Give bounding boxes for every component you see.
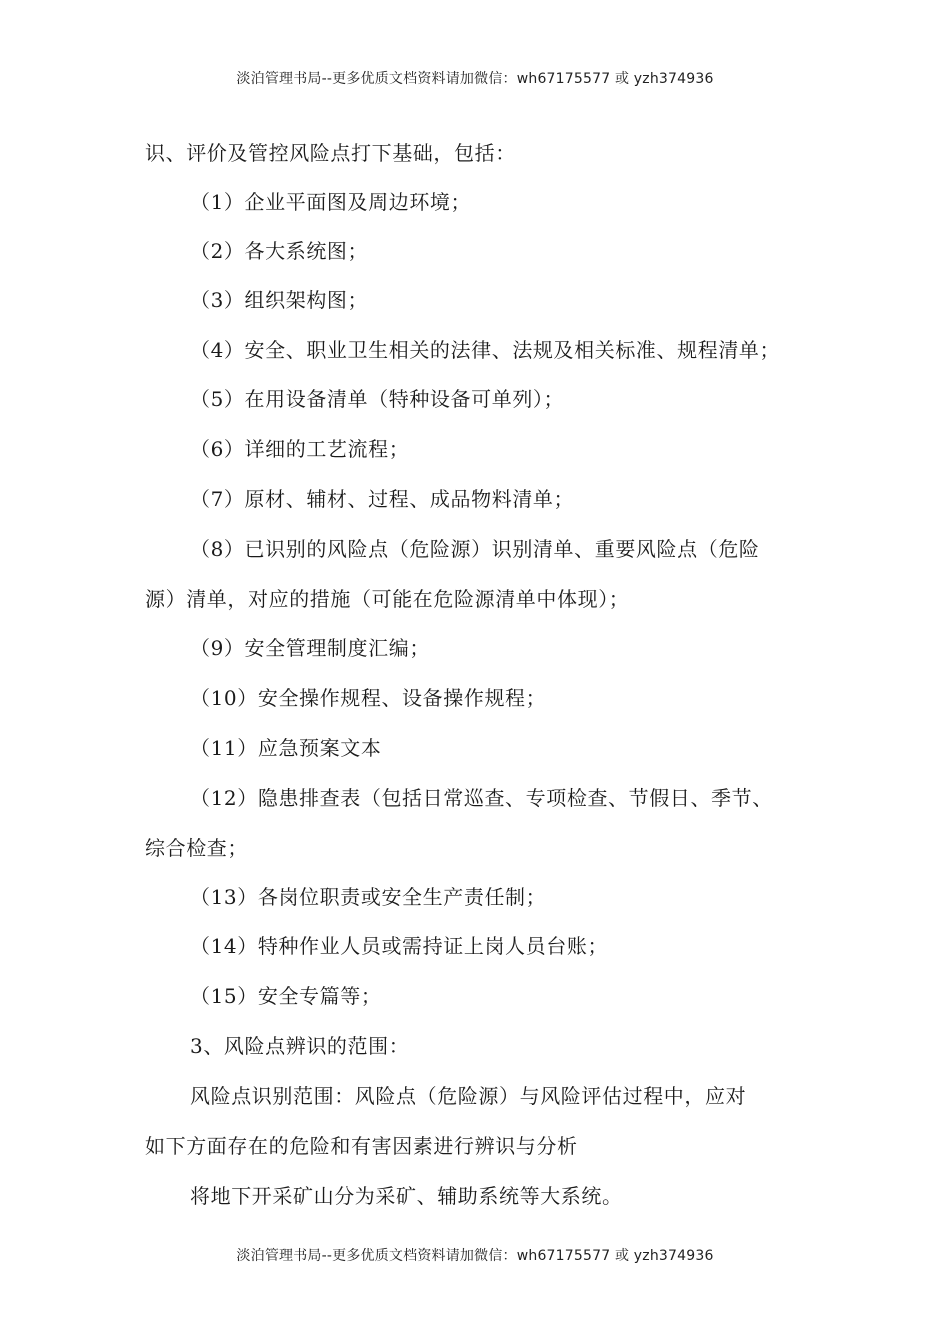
list-item-5: （5）在用设备清单（特种设备可单列）； — [190, 387, 565, 411]
page-footer: 淡泊管理书局--更多优质文档资料请加微信：wh67175577 或 yzh374936 — [236, 1248, 714, 1264]
list-item-15: （15）安全专篇等； — [190, 984, 382, 1008]
list-item-14: （14）特种作业人员或需持证上岗人员台账； — [190, 934, 609, 958]
list-item-3: （3）组织架构图； — [190, 288, 369, 312]
paragraph-line: 识、评价及管控风险点打下基础，包括： — [145, 141, 516, 165]
list-item-10: （10）安全操作规程、设备操作规程； — [190, 686, 547, 710]
list-item-2: （2）各大系统图； — [190, 239, 369, 263]
list-item-11: （11）应急预案文本 — [190, 736, 382, 760]
list-item-8-continued: 源）清单，对应的措施（可能在危险源清单中体现）； — [145, 587, 630, 611]
page-header: 淡泊管理书局--更多优质文档资料请加微信：wh67175577 或 yzh374936 — [236, 71, 714, 87]
paragraph-line: 将地下开采矿山分为采矿、辅助系统等大系统。 — [190, 1184, 623, 1208]
list-item-1: （1）企业平面图及周边环境； — [190, 190, 472, 214]
list-item-9: （9）安全管理制度汇编； — [190, 636, 430, 660]
list-item-8: （8）已识别的风险点（危险源）识别清单、重要风险点（危险 — [190, 537, 760, 561]
list-item-4: （4）安全、职业卫生相关的法律、法规及相关标准、规程清单； — [190, 338, 781, 362]
list-item-12: （12）隐患排查表（包括日常巡查、专项检查、节假日、季节、 — [190, 786, 773, 810]
list-item-12-continued: 综合检查； — [145, 836, 248, 860]
paragraph-line: 风险点识别范围：风险点（危险源）与风险评估过程中，应对 — [190, 1084, 747, 1108]
list-item-6: （6）详细的工艺流程； — [190, 437, 410, 461]
list-item-13: （13）各岗位职责或安全生产责任制； — [190, 885, 547, 909]
section-heading: 3、风险点辨识的范围： — [190, 1034, 410, 1058]
list-item-7: （7）原材、辅材、过程、成品物料清单； — [190, 487, 575, 511]
paragraph-line: 如下方面存在的危险和有害因素进行辨识与分析 — [145, 1134, 578, 1158]
